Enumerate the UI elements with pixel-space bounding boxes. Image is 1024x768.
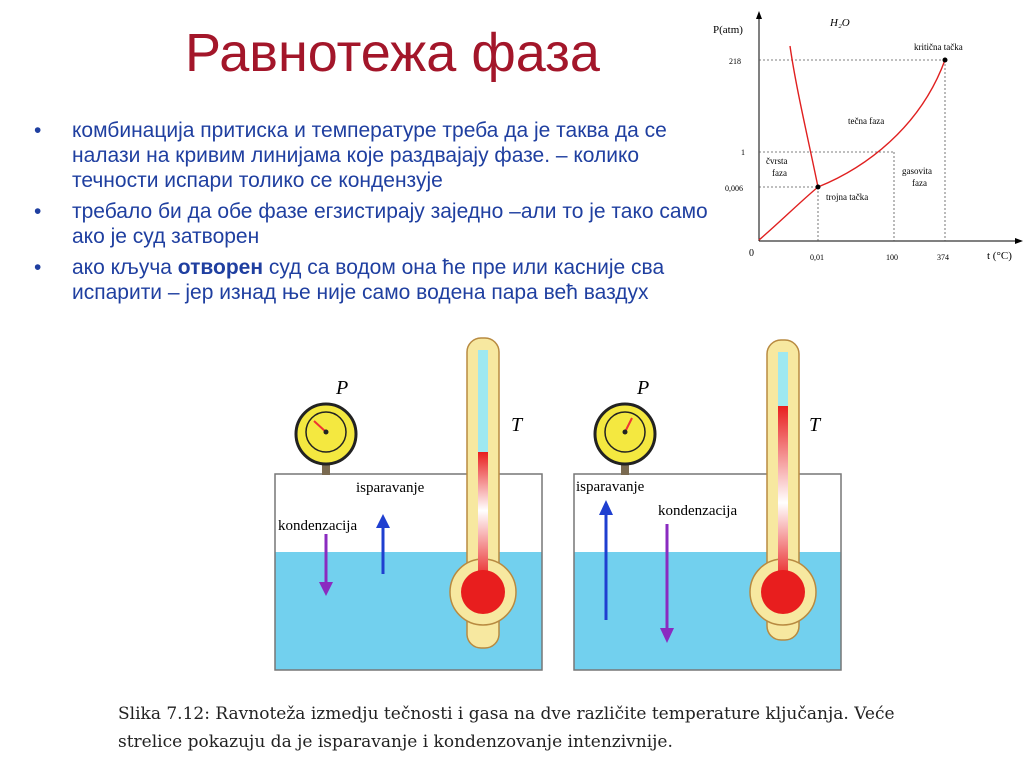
right-arrow-up-icon [599, 500, 613, 515]
bullet-text-post: суд са водом она ће пре или касније сва испарити – јер изнад ње није само водена пара већ ваздух [72, 256, 665, 304]
right-evaporation-label: isparavanje [576, 479, 645, 495]
caption-line-2: strelice pokazuju da je isparavanje i kondenzovanje intenzivnije. [118, 732, 673, 752]
left-thermometer-mercury [478, 452, 488, 582]
left-arrow-up-icon [376, 514, 390, 528]
sublimation-curve [759, 187, 818, 240]
right-temperature-label: T [809, 414, 821, 436]
bullet-icon: • [34, 256, 42, 279]
right-thermometer-bulb [761, 570, 805, 614]
x-axis-arrow-icon [1015, 238, 1023, 244]
triple-point-label: trojna tačka [826, 192, 869, 202]
figure-caption [118, 700, 998, 756]
bullet-item [30, 118, 710, 193]
left-temperature-label: T [511, 414, 523, 436]
left-condensation-label: kondenzacija [278, 518, 358, 534]
left-setup [275, 338, 542, 670]
bullet-item [30, 255, 710, 305]
critical-point-marker [943, 58, 948, 63]
left-thermometer-bulb [461, 570, 505, 614]
left-pressure-label: P [336, 377, 349, 399]
x-tick-100: 100 [886, 253, 898, 262]
right-pressure-label: P [637, 377, 650, 399]
right-condensation-label: kondenzacija [658, 503, 738, 519]
left-gauge-center [324, 430, 329, 435]
bullet-list [30, 118, 710, 311]
gas-label-2: faza [912, 178, 927, 188]
bullet-text: требало би да обе фазе егзистирају заједно –али то је тако само ако је суд затворен [72, 200, 708, 248]
liquid-label: tečna faza [848, 116, 885, 126]
x-tick-001: 0,01 [810, 253, 824, 262]
right-setup [574, 340, 841, 670]
triple-point-marker [816, 185, 821, 190]
caption-line-1: Slika 7.12: Ravnoteža izmedju tečnosti i gasa na dve različite temperature ključanja. Veće [118, 704, 895, 724]
bullet-text: комбинација притиска и температуре треба да је таква да се налази на кривим линијама које раздвајају фазе. – колико течности испари толико се кондензује [72, 119, 667, 192]
critical-point-label: kritična tačka [914, 42, 963, 52]
origin-label: 0 [749, 248, 754, 259]
y-axis-arrow-icon [756, 11, 762, 19]
y-tick-218: 218 [729, 57, 741, 66]
right-thermometer-mercury [778, 406, 788, 582]
y-tick-0006: 0,006 [725, 184, 743, 193]
gas-label-1: gasovita [902, 166, 932, 176]
bullet-icon: • [34, 200, 42, 223]
solid-label-2: faza [772, 168, 787, 178]
slide-title: Равнотежа фаза [185, 23, 600, 83]
y-tick-1: 1 [741, 148, 745, 157]
y-axis-label: P(atm) [713, 24, 743, 36]
bullet-icon: • [34, 119, 42, 142]
phase-diagram [700, 8, 1024, 270]
substance-label: H₂O [830, 17, 850, 29]
fusion-curve [790, 46, 818, 187]
bullet-text-bold: отворен [177, 256, 264, 279]
bullet-item [30, 199, 710, 249]
bullet-text-pre: ако кључа [72, 256, 178, 279]
right-gauge-center [623, 430, 628, 435]
x-tick-374: 374 [937, 253, 949, 262]
x-axis-label: t (°C) [987, 250, 1012, 262]
evaporation-illustration [270, 334, 850, 676]
left-evaporation-label: isparavanje [356, 480, 425, 496]
solid-label-1: čvrsta [766, 156, 788, 166]
